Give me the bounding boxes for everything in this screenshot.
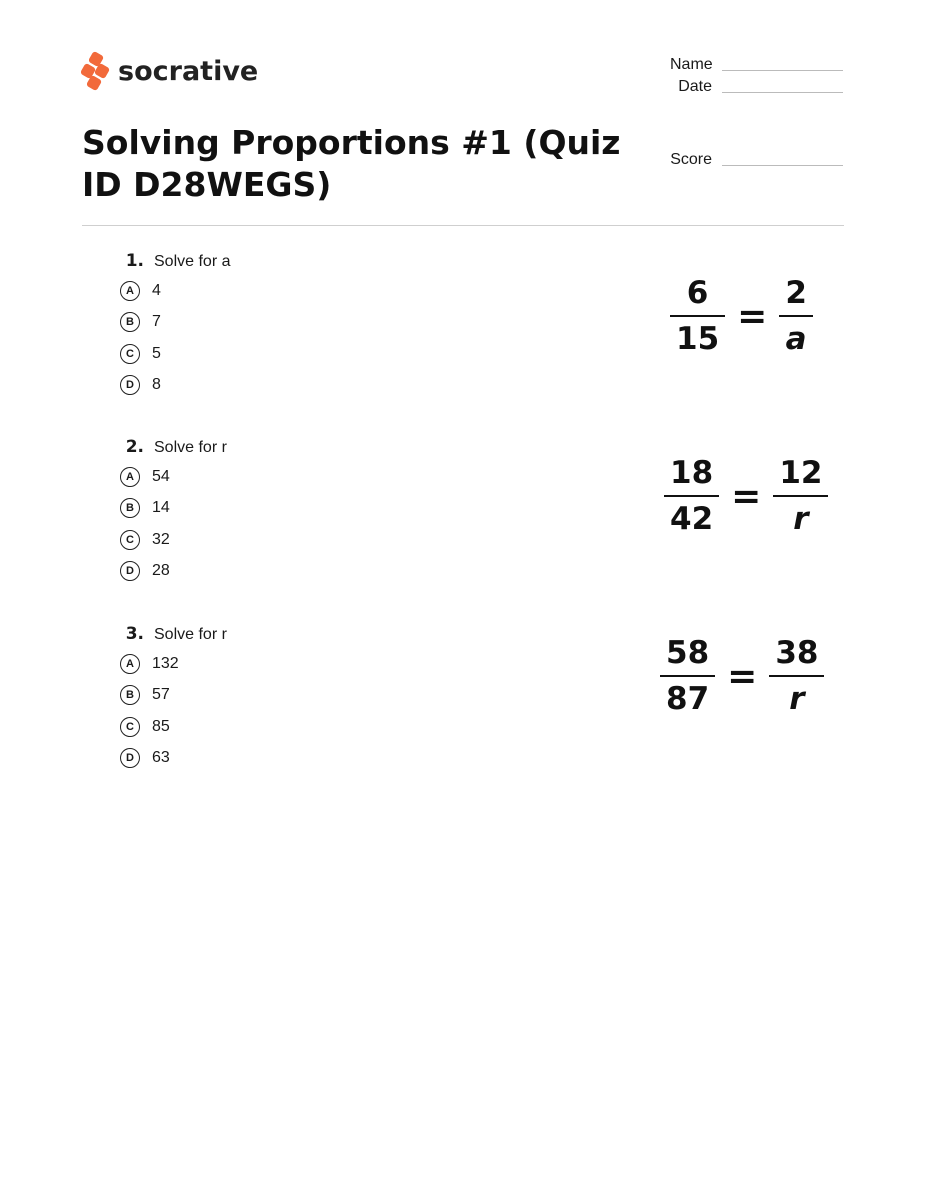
numerator: 38 xyxy=(775,635,819,671)
choice-text: 7 xyxy=(152,313,161,331)
equation-3 xyxy=(660,634,824,718)
numerator: 2 xyxy=(785,275,807,311)
choice-text: 85 xyxy=(152,717,170,735)
choice-letter-bubble[interactable]: C xyxy=(120,717,140,737)
question-prompt: Solve for r xyxy=(154,439,227,456)
choice-text: 5 xyxy=(152,344,161,362)
numerator: 6 xyxy=(686,275,709,311)
choice-letter-bubble[interactable]: B xyxy=(120,312,140,332)
score-field xyxy=(670,151,843,169)
choice-letter-bubble[interactable]: B xyxy=(120,498,140,518)
date-field xyxy=(670,78,843,96)
header-divider xyxy=(82,225,844,226)
choice-letter-bubble[interactable]: A xyxy=(120,281,140,301)
fraction-bar xyxy=(664,495,719,497)
right-fraction xyxy=(769,634,824,718)
name-line xyxy=(722,69,843,71)
fraction-bar xyxy=(769,675,824,677)
equals-sign: = xyxy=(737,295,768,337)
right-fraction xyxy=(779,274,813,358)
choice-d[interactable] xyxy=(120,370,900,402)
equation-2 xyxy=(664,454,828,538)
question-prompt: Solve for r xyxy=(154,626,227,643)
left-fraction xyxy=(664,454,719,538)
name-field xyxy=(670,56,843,74)
brand-name: socrative xyxy=(118,55,259,87)
equals-sign: = xyxy=(731,475,762,517)
denominator: 42 xyxy=(670,501,714,537)
choice-text: 63 xyxy=(152,749,170,767)
hexagon-logo-icon xyxy=(82,53,110,89)
date-line xyxy=(722,91,843,93)
choice-text: 132 xyxy=(152,654,179,672)
choice-text: 8 xyxy=(152,376,161,394)
question-number: 3. xyxy=(125,624,144,644)
denominator-variable: r xyxy=(793,501,809,537)
equals-sign: = xyxy=(727,655,758,697)
choice-text: 4 xyxy=(152,281,161,299)
numerator: 58 xyxy=(666,635,710,671)
choice-text: 54 xyxy=(152,467,170,485)
choice-letter-bubble[interactable]: C xyxy=(120,530,140,550)
denominator: 87 xyxy=(666,681,710,717)
choice-letter-bubble[interactable]: D xyxy=(120,748,140,768)
choice-letter-bubble[interactable]: C xyxy=(120,344,140,364)
choice-letter-bubble[interactable]: A xyxy=(120,467,140,487)
question-number: 1. xyxy=(125,251,144,271)
equation-1 xyxy=(670,274,813,358)
page-title: Solving Proportions #1 (Quiz ID D28WEGS) xyxy=(82,123,621,204)
numerator: 12 xyxy=(779,455,823,491)
choice-d[interactable] xyxy=(120,556,900,588)
question-prompt: Solve for a xyxy=(154,253,231,270)
choice-letter-bubble[interactable]: A xyxy=(120,654,140,674)
choice-text: 14 xyxy=(152,499,170,517)
fraction-bar xyxy=(779,315,813,317)
denominator: 15 xyxy=(676,321,720,357)
left-fraction xyxy=(660,634,715,718)
name-label: Name xyxy=(670,56,713,73)
denominator-variable: r xyxy=(789,681,805,717)
choice-text: 28 xyxy=(152,562,170,580)
choice-text: 57 xyxy=(152,686,170,704)
score-line xyxy=(722,164,843,166)
question-number: 2. xyxy=(125,437,144,457)
choice-letter-bubble[interactable]: D xyxy=(120,375,140,395)
fraction-bar xyxy=(773,495,828,497)
choice-d[interactable] xyxy=(120,743,900,775)
right-fraction xyxy=(773,454,828,538)
date-label: Date xyxy=(678,78,712,95)
score-label: Score xyxy=(670,151,712,168)
fraction-bar xyxy=(660,675,715,677)
denominator-variable: a xyxy=(785,321,807,357)
numerator: 18 xyxy=(670,455,714,491)
choice-letter-bubble[interactable]: B xyxy=(120,685,140,705)
choice-letter-bubble[interactable]: D xyxy=(120,561,140,581)
socrative-logo xyxy=(82,53,258,89)
left-fraction xyxy=(670,274,725,358)
choice-text: 32 xyxy=(152,530,170,548)
fraction-bar xyxy=(670,315,725,317)
